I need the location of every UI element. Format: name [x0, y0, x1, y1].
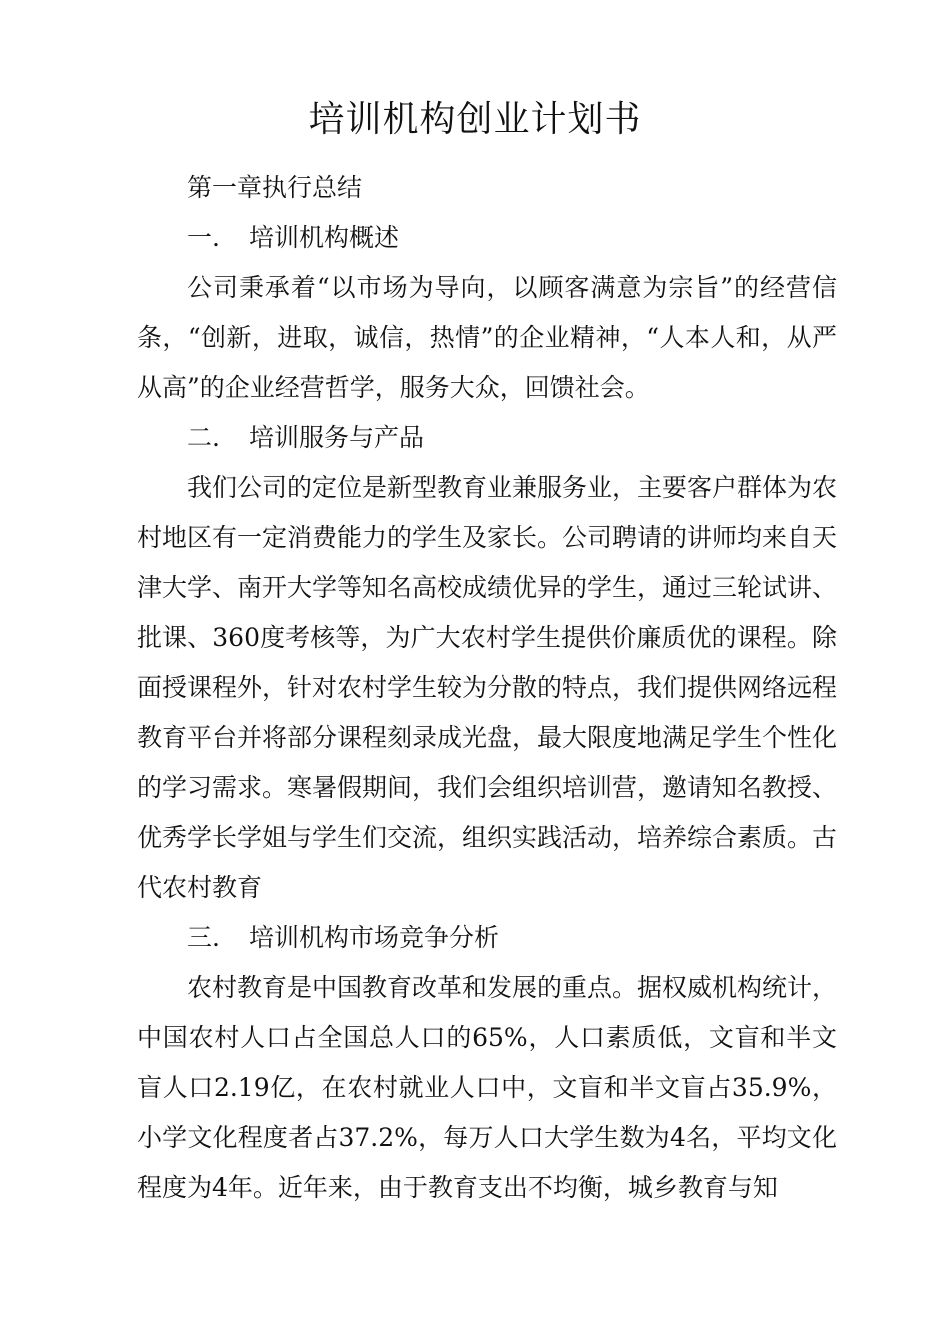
section-number: 三. [187, 923, 220, 952]
section-paragraph-1: 公司秉承着“以市场为导向，以顾客满意为宗旨”的经营信条，“创新，进取，诚信，热情”的企业精神，“人本人和，从严从高”的企业经营哲学，服务大众，回馈社会。 [137, 273, 837, 402]
section-heading-text: 培训机构概述 [249, 223, 400, 252]
section-heading-text: 培训机构市场竞争分析 [249, 923, 500, 952]
chapter-heading: 第一章执行总结 [187, 173, 363, 202]
section-heading-3 [137, 913, 837, 963]
section-heading-1 [137, 213, 837, 263]
section-number: 一. [187, 223, 220, 252]
section-heading-text: 培训服务与产品 [249, 423, 425, 452]
section-number: 二. [187, 423, 220, 452]
section-paragraph-3: 农村教育是中国教育改革和发展的重点。据权威机构统计，中国农村人口占全国总人口的65%，人口素质低，文盲和半文盲人口2.19亿，在农村就业人口中，文盲和半文盲占35.9%，小学文化程度者占37.2%，每万人口大学生数为4名，平均文化程度为4年。近年来，由于教育支出不均衡，城乡教育与知 [137, 973, 838, 1202]
document-body [137, 163, 837, 1213]
document-title: 培训机构创业计划书 [308, 99, 642, 140]
section-heading-2 [137, 413, 837, 463]
section-paragraph-2: 我们公司的定位是新型教育业兼服务业，主要客户群体为农村地区有一定消费能力的学生及家长。公司聘请的讲师均来自天津大学、南开大学等知名高校成绩优异的学生，通过三轮试讲、批课、360度考核等，为广大农村学生提供价廉质优的课程。除面授课程外，针对农村学生较为分散的特点，我们提供网络远程教育平台并将部分课程刻录成光盘，最大限度地满足学生个性化的学习需求。寒暑假期间，我们会组织培训营，邀请知名教授、优秀学长学姐与学生们交流，组织实践活动，培养综合素质。古代农村教育 [137, 473, 838, 902]
